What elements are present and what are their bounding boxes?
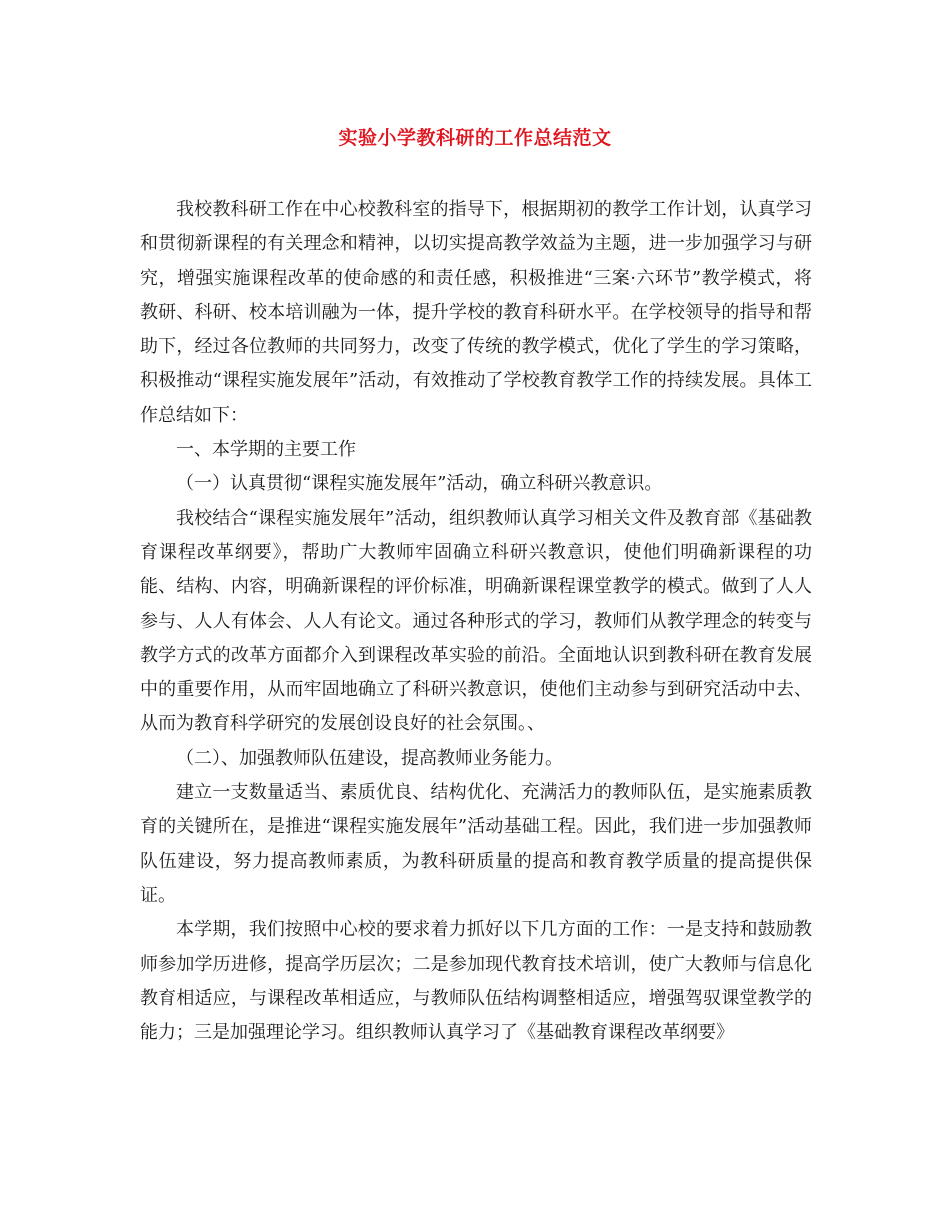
document-body bbox=[140, 193, 812, 1050]
paragraph-subsection-2: 建立一支数量适当、素质优良、结构优化、充满活力的教师队伍，是实施素质教育的关键所在，是推进“课程实施发展年”活动基础工程。因此，我们进一步加强教师队伍建设，努力提高教师素质，为教科研质量的提高和教育教学质量的提高提供保证。 bbox=[140, 782, 812, 906]
subsection-heading-1: （一）认真贯彻“课程实施发展年”活动，确立科研兴教意识。 bbox=[176, 473, 663, 495]
paragraph-semester-work: 本学期，我们按照中心校的要求着力抓好以下几方面的工作：一是支持和鼓励教师参加学历进修，提高学历层次；二是参加现代教育技术培训，使广大教师与信息化教育相适应，与课程改革相适应，与教师队伍结构调整相适应，增强驾驭课堂教学的能力；三是加强理论学习。组织教师认真学习了《基础教育课程改革纲要》 bbox=[140, 919, 812, 1044]
paragraph-subsection-1: 我校结合“课程实施发展年”活动，组织教师认真学习相关文件及教育部《基础教育课程改革纲要》，帮助广大教师牢固确立科研兴教意识，使他们明确新课程的功能、结构、内容，明确新课程的评价标准，明确新课程课堂教学的模式。做到了人人参与、人人有体会、人人有论文。通过各种形式的学习，教师们从教学理念的转变与教学方式的改革方面都介入到课程改革实验的前沿。全面地认识到教科研在教育发展中的重要作用，从而牢固地确立了科研兴教意识，使他们主动参与到研究活动中去、从而为教育科学研究的发展创设良好的社会氛围。、 bbox=[140, 507, 812, 735]
document-title: 实验小学教科研的工作总结范文 bbox=[338, 127, 612, 149]
subsection-heading-2: （二）、加强教师队伍建设，提高教师业务能力。 bbox=[176, 747, 563, 769]
section-heading-main-work: 一、本学期的主要工作 bbox=[176, 439, 356, 461]
paragraph-intro: 我校教科研工作在中心校教科室的指导下，根据期初的教学工作计划，认真学习和贯彻新课程的有关理念和精神，以切实提高教学效益为主题，进一步加强学习与研究，增强实施课程改革的使命感的和责任感，积极推进“三案·六环节”教学模式，将教研、科研、校本培训融为一体，提升学校的教育科研水平。在学校领导的指导和帮助下，经过各位教师的共同努力，改变了传统的教学模式，优化了学生的学习策略，积极推动“课程实施发展年”活动，有效推动了学校教育教学工作的持续发展。具体工作总结如下： bbox=[140, 199, 812, 426]
